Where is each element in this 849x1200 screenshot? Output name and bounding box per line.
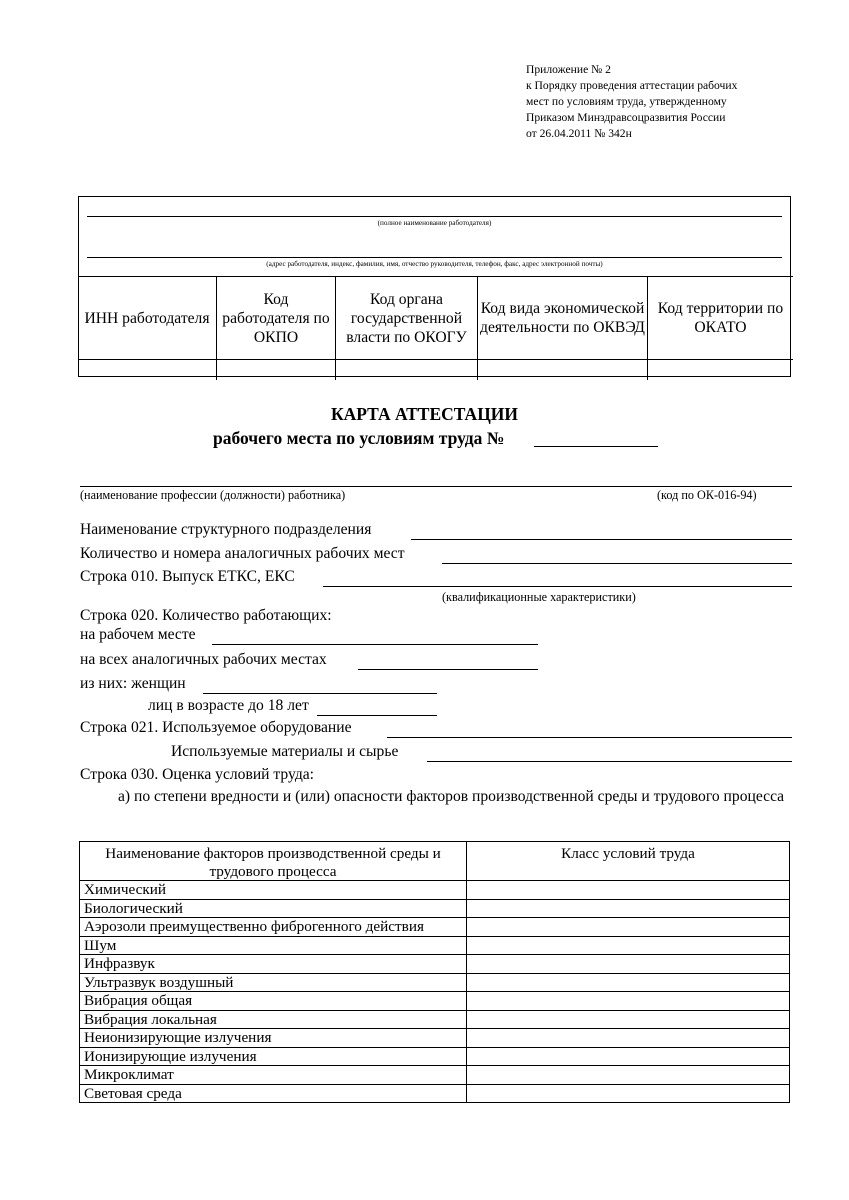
- class-cell[interactable]: [467, 881, 790, 900]
- employer-address-caption: (адрес работодателя, индекс, фамилия, имя, отчество руководителя, телефон, факс, адрес электронной почты): [266, 260, 603, 268]
- factor-name: Вибрация локальная: [80, 1010, 467, 1029]
- appendix-line: Приказом Минздравсоцразвития России: [526, 111, 726, 124]
- code-column-okved: [478, 276, 648, 380]
- profession-field[interactable]: [80, 486, 792, 487]
- materials-field[interactable]: [427, 761, 792, 762]
- code-input-cell[interactable]: [336, 359, 477, 380]
- line010-label: Строка 010. Выпуск ЕТКС, ЕКС: [80, 568, 295, 585]
- okcode-caption: (код по ОК-016-94): [657, 488, 757, 502]
- class-header: Класс условий труда: [467, 842, 790, 881]
- under18-field[interactable]: [317, 715, 437, 716]
- appendix-line: к Порядку проведения аттестации рабочих: [526, 79, 738, 92]
- code-header: ИНН работодателя: [84, 309, 210, 327]
- class-cell[interactable]: [467, 918, 790, 937]
- employer-name-caption: (полное наименование работодателя): [377, 219, 492, 227]
- table-row: [80, 1066, 790, 1085]
- class-cell[interactable]: [467, 992, 790, 1011]
- class-cell[interactable]: [467, 1084, 790, 1103]
- class-cell[interactable]: [467, 936, 790, 955]
- women-field[interactable]: [203, 693, 437, 694]
- line010-field[interactable]: [323, 586, 792, 587]
- factor-name: Шум: [80, 936, 467, 955]
- table-row: [80, 973, 790, 992]
- code-header: Код вида экономической деятельности по ОКВЭД: [480, 300, 645, 336]
- factors-header-row: [80, 842, 790, 881]
- code-column-okato: [648, 276, 793, 380]
- all-similar-field[interactable]: [358, 669, 538, 670]
- code-input-cell[interactable]: [217, 359, 335, 380]
- line020-label: Строка 020. Количество работающих:: [80, 607, 332, 624]
- class-cell[interactable]: [467, 1066, 790, 1085]
- class-cell[interactable]: [467, 955, 790, 974]
- factor-name: Вибрация общая: [80, 992, 467, 1011]
- factor-name: Инфразвук: [80, 955, 467, 974]
- code-column-okogu: [336, 276, 478, 380]
- factor-name: Биологический: [80, 899, 467, 918]
- code-column-inn: [78, 276, 217, 380]
- table-row: [80, 899, 790, 918]
- employer-box: [78, 196, 791, 377]
- class-cell[interactable]: [467, 1047, 790, 1066]
- table-row: [80, 918, 790, 937]
- table-row: [80, 1047, 790, 1066]
- code-header: Код органа государственной власти по ОКОГУ: [346, 290, 467, 346]
- code-input-cell[interactable]: [478, 359, 647, 380]
- factor-name: Аэрозоли преимущественно фиброгенного действия: [80, 918, 467, 937]
- code-column-okpo: [217, 276, 336, 380]
- line021-label: Строка 021. Используемое оборудование: [80, 719, 352, 736]
- class-cell[interactable]: [467, 973, 790, 992]
- employer-name-field[interactable]: [87, 216, 782, 217]
- similar-places-label: Количество и номера аналогичных рабочих мест: [80, 545, 405, 562]
- class-cell[interactable]: [467, 1029, 790, 1048]
- table-row: [80, 936, 790, 955]
- appendix-line: от 26.04.2011 № 342н: [526, 127, 632, 140]
- table-row: [80, 1010, 790, 1029]
- card-title: КАРТА АТТЕСТАЦИИ: [330, 404, 519, 424]
- employer-address-field[interactable]: [87, 257, 782, 258]
- factor-name: Световая среда: [80, 1084, 467, 1103]
- appendix-line: Приложение № 2: [526, 63, 611, 76]
- factor-name: Химический: [80, 881, 467, 900]
- structural-unit-label: Наименование структурного подразделения: [80, 521, 372, 538]
- at-workplace-field[interactable]: [212, 644, 538, 645]
- equipment-field[interactable]: [387, 737, 792, 738]
- under18-label: лиц в возрасте до 18 лет: [148, 697, 309, 714]
- qualification-caption: (квалификационные характеристики): [442, 590, 636, 604]
- table-row: [80, 992, 790, 1011]
- profession-caption: (наименование профессии (должности) работника): [80, 488, 346, 502]
- appendix-note: [526, 62, 826, 142]
- factor-name: Микроклимат: [80, 1066, 467, 1085]
- factor-name: Ультразвук воздушный: [80, 973, 467, 992]
- class-cell[interactable]: [467, 899, 790, 918]
- at-workplace-label: на рабочем месте: [80, 626, 196, 643]
- code-header: Код территории по ОКАТО: [657, 300, 784, 336]
- card-number-field[interactable]: [534, 446, 658, 447]
- card-subtitle: рабочего места по условиям труда №: [213, 428, 505, 448]
- employer-codes-table: [78, 276, 791, 378]
- similar-places-field[interactable]: [442, 563, 792, 564]
- class-cell[interactable]: [467, 1010, 790, 1029]
- women-label: из них: женщин: [80, 675, 186, 692]
- code-input-cell[interactable]: [648, 359, 793, 380]
- materials-label: Используемые материалы и сырье: [171, 743, 399, 760]
- code-header: Код работодателя по ОКПО: [222, 290, 330, 346]
- table-row: [80, 955, 790, 974]
- table-row: [80, 1029, 790, 1048]
- structural-unit-field[interactable]: [411, 539, 792, 540]
- code-input-cell[interactable]: [78, 359, 216, 380]
- factor-name: Ионизирующие излучения: [80, 1047, 467, 1066]
- factors-table: [79, 841, 790, 1103]
- factor-name-header: Наименование факторов производственной среды и трудового процесса: [80, 842, 467, 881]
- factor-name: Неионизирующие излучения: [80, 1029, 467, 1048]
- appendix-line: мест по условиям труда, утвержденному: [526, 95, 727, 108]
- line030-label: Строка 030. Оценка условий труда:: [80, 766, 315, 783]
- all-similar-label: на всех аналогичных рабочих местах: [80, 651, 327, 668]
- assessment-a-text: а) по степени вредности и (или) опасности факторов производственной среды и трудового процесса: [118, 788, 785, 805]
- table-row: [80, 1084, 790, 1103]
- table-row: [80, 881, 790, 900]
